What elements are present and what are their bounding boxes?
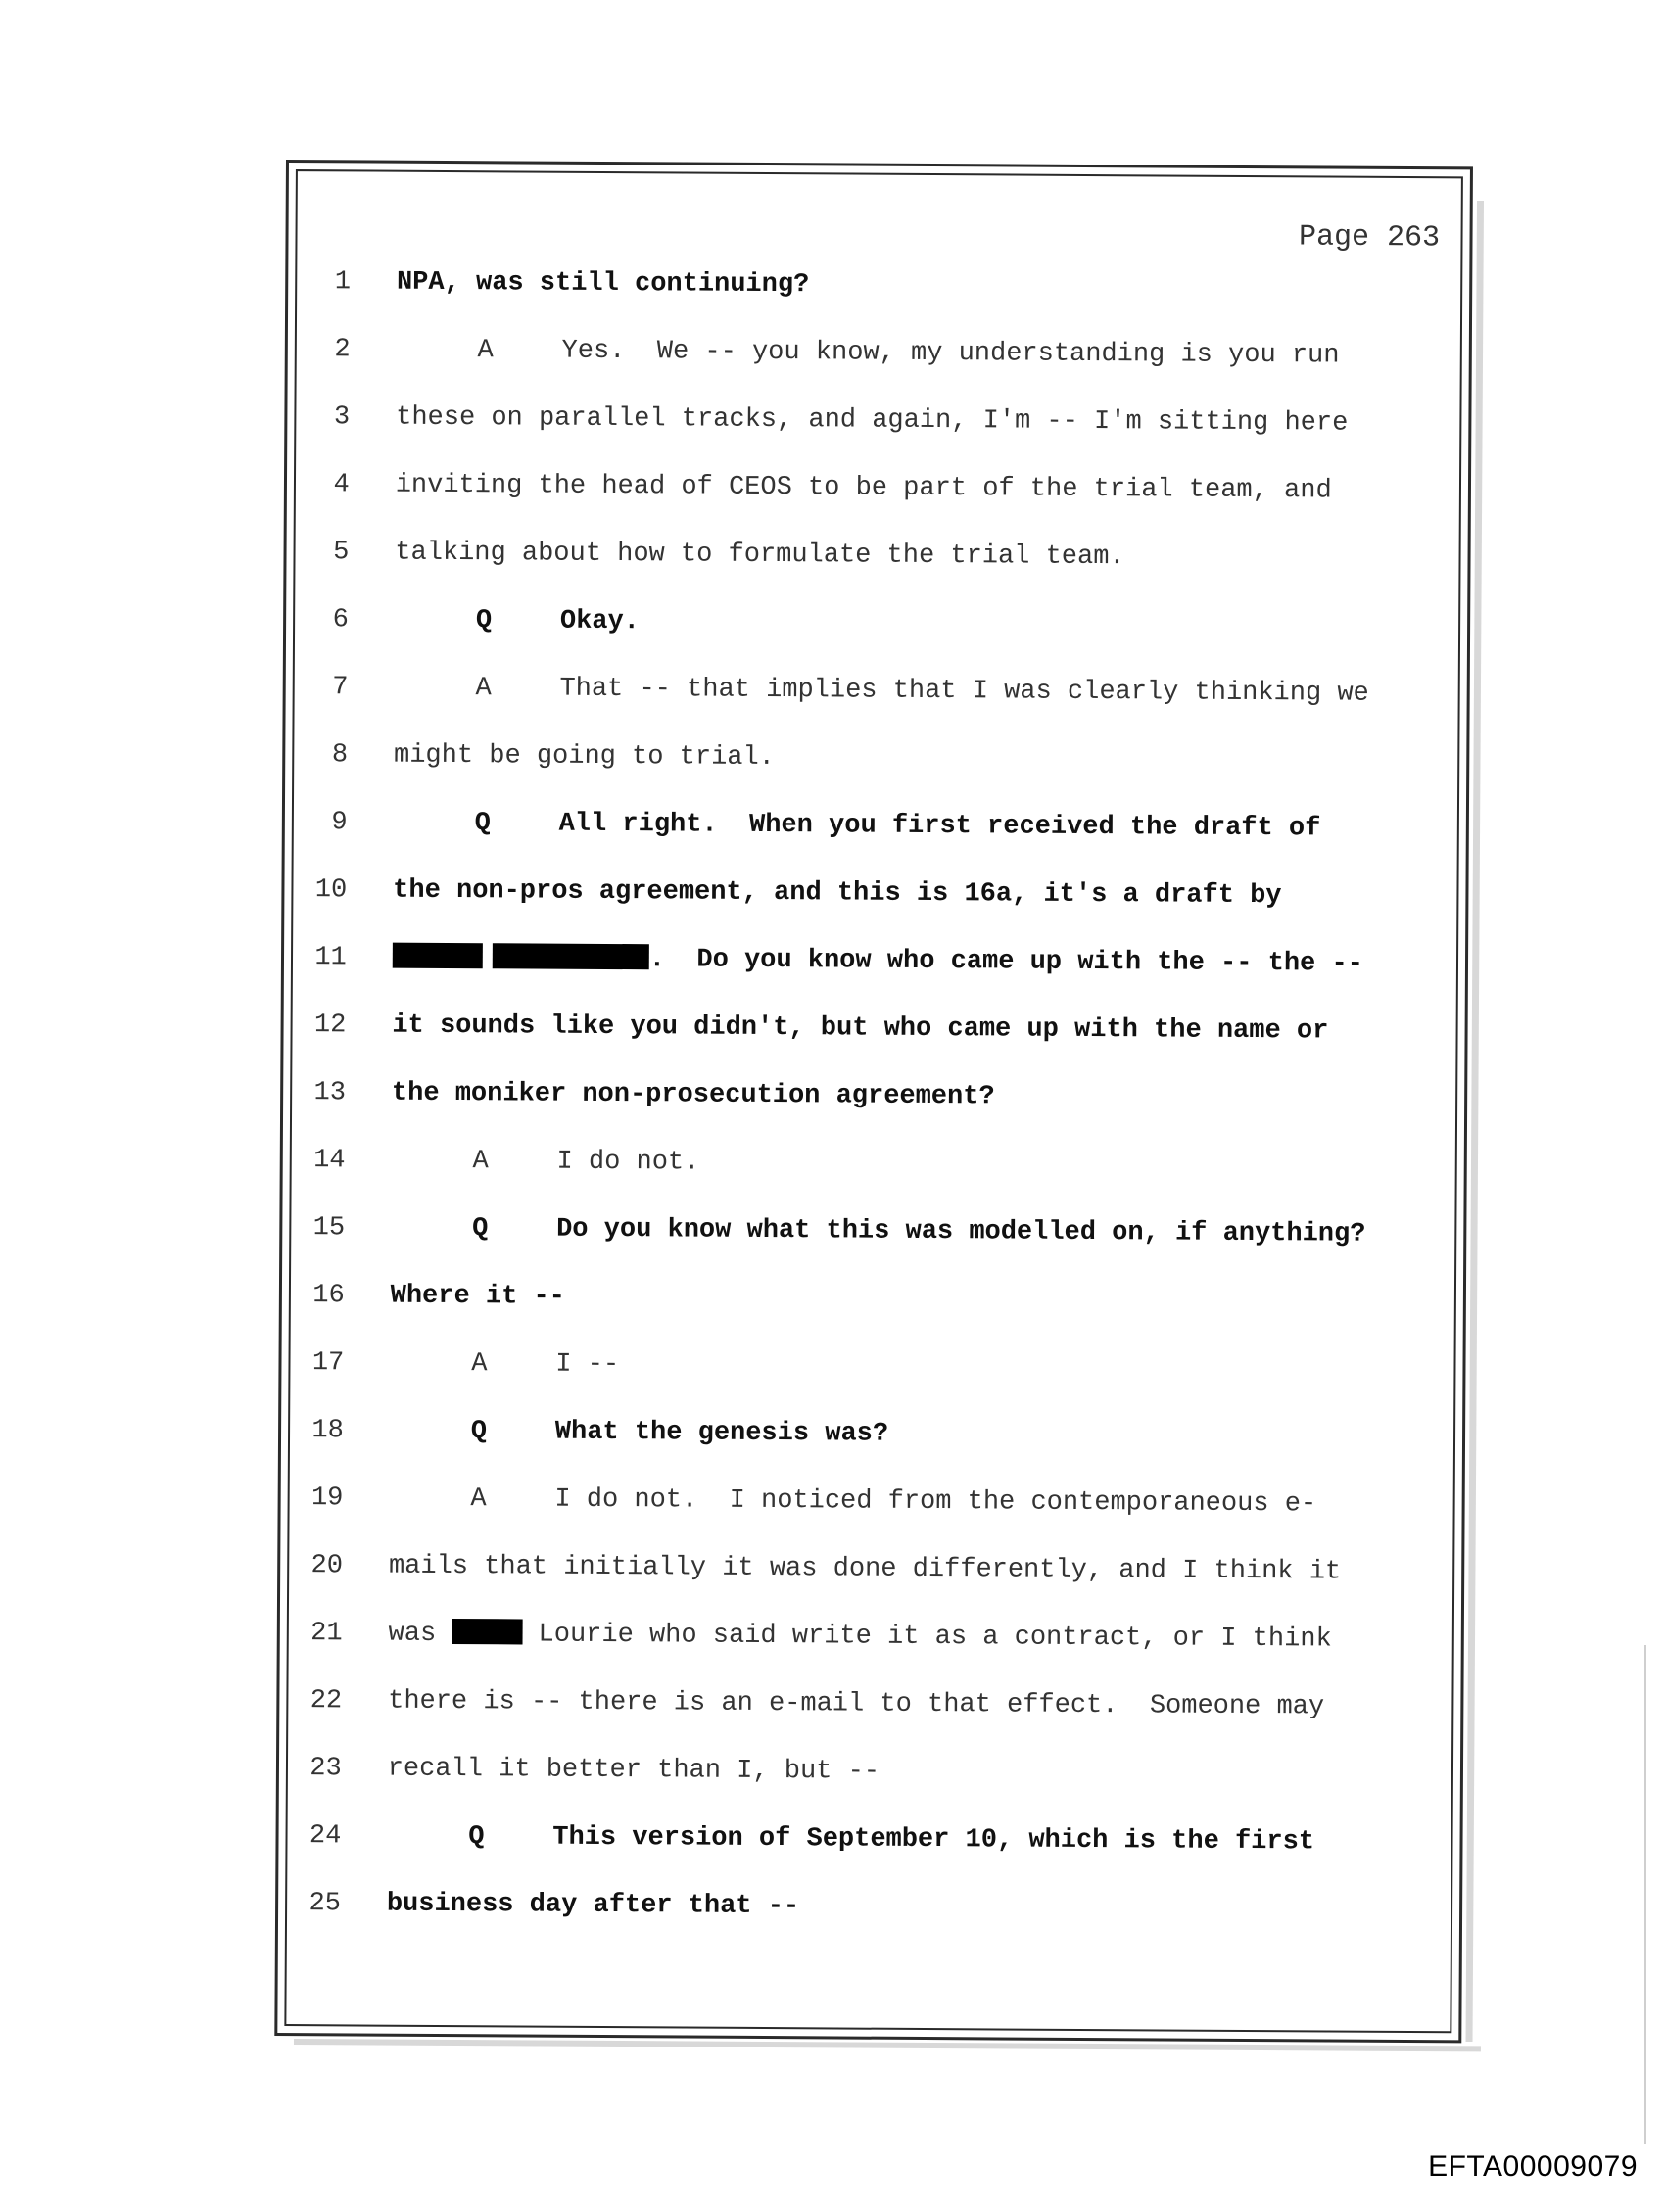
speaker-label: Q bbox=[470, 1417, 488, 1447]
line-content bbox=[476, 596, 640, 646]
line-content bbox=[474, 799, 1320, 853]
line-text: it sounds like you didn't, but who came up with the name or bbox=[392, 1011, 1329, 1047]
line-number: 17 bbox=[311, 1348, 345, 1379]
line-number: 8 bbox=[331, 740, 349, 771]
document-id-stamp: EFTA00009079 bbox=[1428, 2150, 1638, 2183]
line-number: 11 bbox=[314, 943, 347, 973]
transcript-line-2 bbox=[0, 323, 1665, 382]
line-number: 16 bbox=[312, 1281, 345, 1311]
transcript-line-21 bbox=[0, 1607, 1657, 1666]
line-content bbox=[468, 1812, 1314, 1866]
line-text: All right. When you first received the draft of bbox=[558, 809, 1321, 844]
transcript-line-8 bbox=[0, 729, 1662, 787]
transcript-line-22 bbox=[0, 1674, 1656, 1733]
line-text: Do you know what this was modelled on, if anything? bbox=[556, 1214, 1366, 1249]
line-number: 2 bbox=[334, 335, 351, 365]
speaker-label: Q bbox=[474, 809, 491, 839]
line-text: I -- bbox=[555, 1349, 620, 1381]
line-text: these on parallel tracks, and again, I'm -- I'm sitting here bbox=[396, 402, 1349, 439]
line-text: business day after that -- bbox=[386, 1889, 800, 1922]
line-text: NPA, was still continuing? bbox=[396, 267, 810, 301]
transcript-line-23 bbox=[0, 1742, 1656, 1801]
line-number: 20 bbox=[310, 1551, 344, 1581]
line-number: 4 bbox=[333, 470, 350, 500]
line-text: Where it -- bbox=[390, 1281, 566, 1312]
line-text: the moniker non-prosecution agreement? bbox=[391, 1078, 995, 1112]
line-number: 21 bbox=[310, 1619, 343, 1649]
line-number: 6 bbox=[332, 605, 349, 635]
line-number: 23 bbox=[309, 1754, 342, 1784]
line-number: 25 bbox=[309, 1889, 341, 1919]
transcript-line-24 bbox=[0, 1810, 1655, 1868]
line-text: Okay. bbox=[559, 606, 641, 637]
line-number: 14 bbox=[313, 1146, 346, 1176]
line-number: 13 bbox=[313, 1078, 347, 1108]
transcript-line-14 bbox=[0, 1134, 1660, 1193]
line-content bbox=[470, 1475, 1316, 1529]
line-content bbox=[471, 1340, 619, 1389]
line-text: mails that initially it was done differently, and I think it bbox=[388, 1551, 1342, 1587]
transcript-line-10 bbox=[0, 864, 1661, 922]
line-number: 1 bbox=[334, 267, 352, 298]
transcript-line-3 bbox=[0, 391, 1664, 449]
transcript-line-4 bbox=[0, 458, 1664, 517]
line-number: 9 bbox=[331, 808, 348, 838]
line-text: there is -- there is an e-mail to that effect. Someone may bbox=[388, 1686, 1325, 1722]
redaction-bar bbox=[452, 1619, 522, 1644]
line-text: I do not. bbox=[556, 1147, 700, 1178]
line-text: the non-pros agreement, and this is 16a, it's a draft by bbox=[393, 875, 1282, 912]
line-text: What the genesis was? bbox=[554, 1417, 889, 1449]
line-number: 3 bbox=[333, 402, 351, 433]
line-content bbox=[475, 664, 1369, 719]
line-text: might be going to trial. bbox=[393, 740, 776, 774]
redaction-bar bbox=[493, 943, 649, 969]
line-content bbox=[477, 326, 1339, 380]
line-number: 18 bbox=[311, 1416, 344, 1446]
line-number: 22 bbox=[309, 1686, 343, 1717]
speaker-label: Q bbox=[472, 1214, 489, 1245]
transcript-line-9 bbox=[0, 796, 1662, 855]
line-text: recall it better than I, but -- bbox=[387, 1754, 880, 1787]
transcript-line-18 bbox=[0, 1404, 1658, 1463]
redaction-bar bbox=[393, 943, 483, 969]
line-text: talking about how to formulate the trial team. bbox=[395, 538, 1125, 573]
line-text: Yes. We -- you know, my understanding is you run bbox=[561, 336, 1340, 371]
transcript-line-19 bbox=[0, 1472, 1658, 1530]
transcript-line-17 bbox=[0, 1337, 1658, 1395]
speaker-label: A bbox=[471, 1349, 488, 1380]
transcript-line-1 bbox=[0, 256, 1665, 314]
speaker-label: A bbox=[470, 1484, 487, 1515]
transcript-line-5 bbox=[0, 526, 1663, 585]
transcript-line-25 bbox=[0, 1877, 1655, 1936]
line-number: 7 bbox=[332, 673, 349, 703]
line-text: . Do you know who came up with the -- the -- bbox=[648, 945, 1363, 979]
line-text-before: was bbox=[388, 1619, 452, 1650]
line-text: I do not. I noticed from the contemporaneous e- bbox=[554, 1484, 1317, 1520]
speaker-label: A bbox=[475, 674, 492, 704]
transcript-line-15 bbox=[0, 1201, 1659, 1260]
line-number: 5 bbox=[333, 538, 350, 568]
line-content bbox=[472, 1137, 699, 1187]
transcript-line-12 bbox=[0, 999, 1661, 1058]
speaker-label: Q bbox=[468, 1822, 485, 1853]
line-text: This version of September 10, which is the first bbox=[552, 1822, 1315, 1858]
line-content bbox=[471, 1407, 889, 1459]
transcript-line-7 bbox=[0, 661, 1663, 720]
transcript-line-20 bbox=[0, 1539, 1657, 1598]
line-number: 24 bbox=[309, 1821, 342, 1852]
line-text: Lourie who said write it as a contract, or I think bbox=[522, 1620, 1332, 1655]
transcript-line-16 bbox=[0, 1269, 1659, 1328]
line-content bbox=[472, 1204, 1366, 1259]
speaker-label: Q bbox=[475, 606, 493, 636]
line-content bbox=[388, 1610, 1331, 1665]
page-number-label: Page 263 bbox=[1298, 220, 1441, 256]
speaker-label: A bbox=[477, 336, 494, 366]
line-number: 10 bbox=[314, 875, 348, 906]
line-text: inviting the head of CEOS to be part of the trial team, and bbox=[395, 470, 1332, 506]
line-number: 15 bbox=[312, 1213, 346, 1244]
transcript-line-13 bbox=[0, 1066, 1660, 1125]
transcript-line-11 bbox=[0, 931, 1661, 990]
line-number: 12 bbox=[313, 1011, 347, 1041]
transcript-line-6 bbox=[0, 593, 1663, 652]
speaker-label: A bbox=[472, 1147, 489, 1177]
line-number: 19 bbox=[310, 1483, 344, 1514]
line-text: That -- that implies that I was clearly thinking we bbox=[559, 674, 1369, 709]
line-content bbox=[393, 934, 1363, 989]
